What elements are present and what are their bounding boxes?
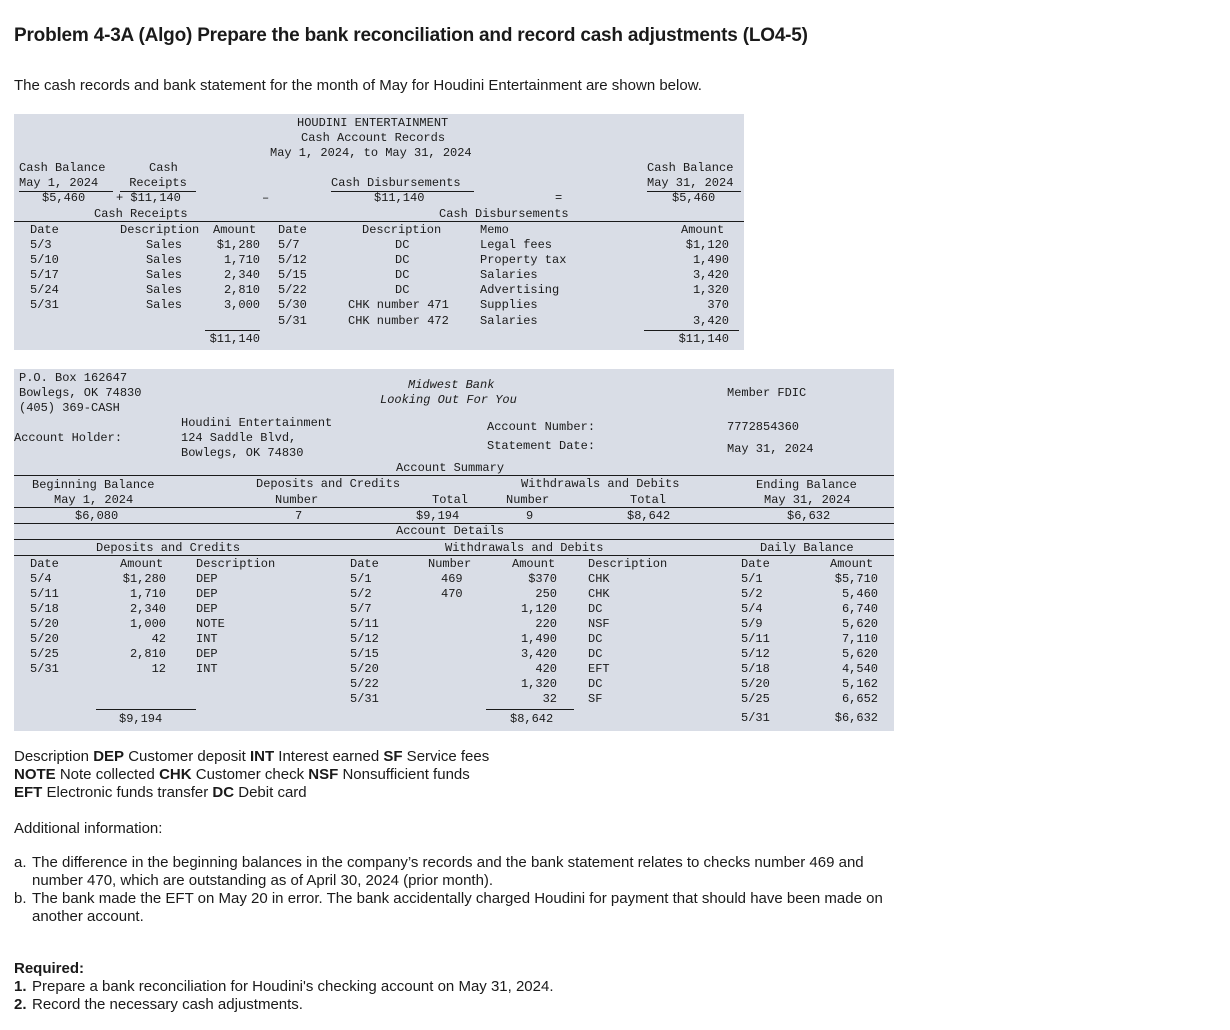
disb-amount: 1,490 — [692, 253, 729, 267]
legend-code: DEP — [93, 748, 125, 765]
deposit-date: 5/20 — [30, 617, 59, 631]
col-header: Description — [588, 557, 668, 571]
additional-mark: b. — [14, 890, 27, 907]
daily-date: 5/12 — [741, 647, 770, 661]
receipt-desc: Sales — [145, 283, 182, 297]
sum-end-value: $6,632 — [787, 509, 831, 523]
deposit-desc: INT — [196, 632, 218, 646]
daily-amount: 5,620 — [841, 647, 878, 661]
legend-code: INT — [249, 748, 275, 765]
col-header: Date — [741, 557, 770, 571]
sum-begin-label1: Beginning Balance — [32, 478, 155, 492]
disb-memo: Salaries — [480, 314, 538, 328]
daily-date: 5/20 — [741, 677, 770, 691]
disb-memo: Property tax — [480, 253, 567, 267]
legend-code: CHK — [159, 766, 192, 783]
deposit-amount: 1,710 — [129, 587, 166, 601]
disb-amount: 370 — [707, 298, 729, 312]
withdrawal-date: 5/20 — [350, 662, 379, 676]
sum-wd-num: 9 — [526, 509, 534, 523]
holder-line3: Bowlegs, OK 74830 — [181, 446, 304, 460]
daily-amount: 5,620 — [841, 617, 878, 631]
bank-name: Midwest Bank — [408, 378, 495, 392]
wd-title: Withdrawals and Debits — [445, 541, 604, 555]
daily-date: 5/31 — [741, 711, 770, 725]
sum-dep-total: $9,194 — [416, 509, 460, 523]
col-header: Description — [196, 557, 276, 571]
disb-title: Cash Disbursements — [439, 207, 569, 221]
receipts-total: $11,140 — [209, 332, 260, 346]
legend-meaning: Debit card — [234, 784, 307, 801]
disb-date: 5/7 — [278, 238, 300, 252]
sum-dep-num-label: Number — [275, 493, 319, 507]
dep-total: $9,194 — [119, 712, 163, 726]
col-header: Amount — [830, 557, 874, 571]
disb-memo: Supplies — [480, 298, 538, 312]
holder-line2: 124 Saddle Blvd, — [181, 431, 297, 445]
disb-date: 5/15 — [278, 268, 307, 282]
col-header: Date — [30, 223, 59, 237]
sum-wd-num-label: Number — [506, 493, 550, 507]
deposit-desc: INT — [196, 662, 218, 676]
receipt-date: 5/17 — [30, 268, 59, 282]
sum-begin-value: $6,080 — [75, 509, 119, 523]
disb-desc: CHK number 472 — [348, 314, 449, 328]
disb-amount: 3,420 — [692, 268, 729, 282]
sum-disb-value: $11,140 — [374, 191, 425, 205]
withdrawal-desc: DC — [588, 677, 603, 691]
receipt-amount: 3,000 — [223, 298, 260, 312]
legend-line-2 — [14, 766, 470, 783]
col-header: Amount — [120, 557, 164, 571]
withdrawal-desc: CHK — [588, 587, 610, 601]
disb-amount: 3,420 — [692, 314, 729, 328]
sum-wd-title: Withdrawals and Debits — [521, 477, 680, 491]
sum-wd-total: $8,642 — [627, 509, 671, 523]
disb-total: $11,140 — [678, 332, 729, 346]
dep-title: Deposits and Credits — [96, 541, 241, 555]
withdrawal-date: 5/7 — [350, 602, 372, 616]
withdrawal-amount: 1,120 — [520, 602, 557, 616]
summary-title: Account Summary — [396, 461, 505, 475]
daily-amount: 5,460 — [841, 587, 878, 601]
deposit-desc: DEP — [196, 572, 218, 586]
daily-amount: $5,710 — [834, 572, 878, 586]
withdrawal-amount: 32 — [542, 692, 557, 706]
withdrawal-number: 469 — [441, 572, 463, 586]
withdrawal-date: 5/22 — [350, 677, 379, 691]
receipt-date: 5/10 — [30, 253, 59, 267]
daily-title: Daily Balance — [760, 541, 854, 555]
deposit-amount: 42 — [151, 632, 166, 646]
withdrawal-desc: EFT — [588, 662, 610, 676]
disb-desc: CHK number 471 — [348, 298, 449, 312]
deposit-date: 5/18 — [30, 602, 59, 616]
sum-end-value: $5,460 — [672, 191, 716, 205]
col-header: Amount — [512, 557, 556, 571]
daily-amount: 7,110 — [841, 632, 878, 646]
deposit-amount: 12 — [151, 662, 166, 676]
receipt-amount: 1,710 — [223, 253, 260, 267]
disb-date: 5/22 — [278, 283, 307, 297]
withdrawal-desc: CHK — [588, 572, 610, 586]
col-header: Date — [278, 223, 307, 237]
receipt-amount: $1,280 — [216, 238, 260, 252]
sum-dep-num: 7 — [295, 509, 303, 523]
receipts-title: Cash Receipts — [94, 207, 188, 221]
receipt-desc: Sales — [145, 238, 182, 252]
intro-text: The cash records and bank statement for the month of May for Houdini Entertainment are shown below. — [14, 77, 702, 94]
required-text: Record the necessary cash adjustments. — [32, 996, 303, 1013]
disb-amount: 1,320 — [692, 283, 729, 297]
wd-total: $8,642 — [510, 712, 554, 726]
legend-meaning: Customer deposit — [124, 748, 250, 765]
daily-date: 5/25 — [741, 692, 770, 706]
sum-equals: = — [555, 191, 563, 205]
deposit-amount: 2,810 — [129, 647, 166, 661]
disb-memo: Legal fees — [480, 238, 553, 252]
withdrawal-date: 5/2 — [350, 587, 372, 601]
withdrawal-number: 470 — [441, 587, 463, 601]
legend-meaning: Service fees — [402, 748, 490, 765]
disb-date: 5/12 — [278, 253, 307, 267]
sum-end-label1: Cash Balance — [647, 161, 734, 175]
deposit-desc: NOTE — [196, 617, 225, 631]
daily-amount: 5,162 — [841, 677, 878, 691]
cash-subtitle: Cash Account Records — [301, 131, 446, 145]
sum-end-label1: Ending Balance — [756, 478, 857, 492]
withdrawal-desc: DC — [588, 647, 603, 661]
disb-memo: Advertising — [480, 283, 560, 297]
statement-date-label: Statement Date: — [487, 439, 596, 453]
holder-label: Account Holder: — [14, 431, 123, 445]
withdrawal-date: 5/12 — [350, 632, 379, 646]
bank-address2: Bowlegs, OK 74830 — [19, 386, 142, 400]
legend-code: NSF — [308, 766, 339, 783]
withdrawal-date: 5/15 — [350, 647, 379, 661]
col-header: Amount — [213, 223, 257, 237]
legend-meaning: Interest earned — [274, 748, 384, 765]
receipt-amount: 2,340 — [223, 268, 260, 282]
receipt-desc: Sales — [145, 268, 182, 282]
additional-mark: a. — [14, 854, 27, 871]
page-title: Problem 4-3A (Algo) Prepare the bank reconciliation and record cash adjustments (LO4-5) — [14, 25, 808, 46]
sum-begin-label2: May 1, 2024 — [54, 493, 134, 507]
legend-meaning: Customer check — [191, 766, 309, 783]
sum-begin-value: $5,460 — [42, 191, 86, 205]
daily-amount: 4,540 — [841, 662, 878, 676]
disb-desc: DC — [395, 268, 410, 282]
holder-line1: Houdini Entertainment — [181, 416, 333, 430]
daily-date: 5/4 — [741, 602, 763, 616]
withdrawal-desc: NSF — [588, 617, 610, 631]
col-header: Amount — [681, 223, 725, 237]
legend-meaning: Description — [14, 748, 94, 765]
daily-amount: 6,652 — [841, 692, 878, 706]
receipt-desc: Sales — [145, 298, 182, 312]
withdrawal-date: 5/1 — [350, 572, 372, 586]
account-number-label: Account Number: — [487, 420, 596, 434]
sum-begin-label2: May 1, 2024 — [19, 176, 113, 192]
deposit-date: 5/11 — [30, 587, 59, 601]
sum-receipts-label2: Receipts — [120, 176, 196, 192]
daily-date: 5/1 — [741, 572, 763, 586]
legend-meaning: Note collected — [55, 766, 160, 783]
legend-meaning: Nonsufficient funds — [338, 766, 470, 783]
bank-address3: (405) 369-CASH — [19, 401, 120, 415]
disb-date: 5/30 — [278, 298, 307, 312]
details-title: Account Details — [396, 524, 505, 538]
withdrawal-desc: SF — [588, 692, 603, 706]
statement-date-value: May 31, 2024 — [727, 442, 814, 456]
deposit-desc: DEP — [196, 602, 218, 616]
deposit-date: 5/31 — [30, 662, 59, 676]
daily-date: 5/9 — [741, 617, 763, 631]
additional-line: another account. — [32, 908, 144, 925]
receipt-date: 5/24 — [30, 283, 59, 297]
required-number: 2. — [14, 996, 27, 1013]
daily-date: 5/11 — [741, 632, 770, 646]
account-number-value: 7772854360 — [727, 420, 800, 434]
receipt-date: 5/3 — [30, 238, 52, 252]
daily-amount: $6,632 — [834, 711, 878, 725]
withdrawal-date: 5/11 — [350, 617, 379, 631]
legend-code: SF — [383, 748, 403, 765]
additional-line: The bank made the EFT on May 20 in error. The bank accidentally charged Houdini for payment that should have been made on — [32, 890, 883, 907]
sum-dep-total-label: Total — [432, 493, 469, 507]
withdrawal-amount: 1,320 — [520, 677, 557, 691]
required-text: Prepare a bank reconciliation for Houdini's checking account on May 31, 2024. — [32, 978, 554, 995]
legend-code: EFT — [14, 784, 43, 801]
deposit-date: 5/25 — [30, 647, 59, 661]
daily-date: 5/2 — [741, 587, 763, 601]
withdrawal-date: 5/31 — [350, 692, 379, 706]
deposit-amount: 1,000 — [129, 617, 166, 631]
col-header: Description — [362, 223, 442, 237]
receipt-amount: 2,810 — [223, 283, 260, 297]
sum-minus: – — [262, 191, 270, 205]
deposit-date: 5/20 — [30, 632, 59, 646]
withdrawal-amount: 1,490 — [520, 632, 557, 646]
legend-code: DC — [212, 784, 235, 801]
withdrawal-amount: 220 — [535, 617, 557, 631]
sum-receipts-label1: Cash — [149, 161, 178, 175]
withdrawal-desc: DC — [588, 632, 603, 646]
col-header: Number — [428, 557, 472, 571]
legend-line-1 — [14, 748, 489, 765]
bank-address1: P.O. Box 162647 — [19, 371, 128, 385]
disb-date: 5/31 — [278, 314, 307, 328]
sum-dep-title: Deposits and Credits — [256, 477, 401, 491]
additional-label: Additional information: — [14, 820, 163, 837]
deposit-desc: DEP — [196, 587, 218, 601]
sum-disb-label: Cash Disbursements — [331, 176, 474, 192]
deposit-amount: $1,280 — [122, 572, 166, 586]
withdrawal-amount: 3,420 — [520, 647, 557, 661]
deposit-amount: 2,340 — [129, 602, 166, 616]
cash-period: May 1, 2024, to May 31, 2024 — [270, 146, 472, 160]
col-header: Description — [120, 223, 200, 237]
required-label: Required: — [14, 960, 85, 977]
bank-slogan: Looking Out For You — [380, 393, 517, 407]
sum-end-label2: May 31, 2024 — [764, 493, 851, 507]
additional-line: The difference in the beginning balances in the company’s records and the bank statement relates to checks number 469 and — [32, 854, 864, 871]
deposit-date: 5/4 — [30, 572, 52, 586]
daily-amount: 6,740 — [841, 602, 878, 616]
col-header: Memo — [480, 223, 509, 237]
bank-member: Member FDIC — [727, 386, 807, 400]
receipt-desc: Sales — [145, 253, 182, 267]
required-number: 1. — [14, 978, 27, 995]
receipt-date: 5/31 — [30, 298, 59, 312]
disb-amount: $1,120 — [685, 238, 729, 252]
disb-desc: DC — [395, 283, 410, 297]
col-header: Date — [30, 557, 59, 571]
daily-date: 5/18 — [741, 662, 770, 676]
disb-memo: Salaries — [480, 268, 538, 282]
cash-company: HOUDINI ENTERTAINMENT — [297, 116, 449, 130]
withdrawal-amount: 420 — [535, 662, 557, 676]
disb-desc: DC — [395, 253, 410, 267]
disb-desc: DC — [395, 238, 410, 252]
legend-meaning: Electronic funds transfer — [42, 784, 213, 801]
sum-end-label2: May 31, 2024 — [647, 176, 741, 192]
withdrawal-amount: $370 — [528, 572, 557, 586]
sum-receipts-value: + $11,140 — [116, 191, 181, 205]
sum-wd-total-label: Total — [630, 493, 667, 507]
sum-begin-label1: Cash Balance — [19, 161, 106, 175]
withdrawal-desc: DC — [588, 602, 603, 616]
legend-line-3 — [14, 784, 307, 801]
legend-code: NOTE — [14, 766, 56, 783]
additional-line: number 470, which are outstanding as of April 30, 2024 (prior month). — [32, 872, 494, 889]
withdrawal-amount: 250 — [535, 587, 557, 601]
col-header: Date — [350, 557, 379, 571]
deposit-desc: DEP — [196, 647, 218, 661]
